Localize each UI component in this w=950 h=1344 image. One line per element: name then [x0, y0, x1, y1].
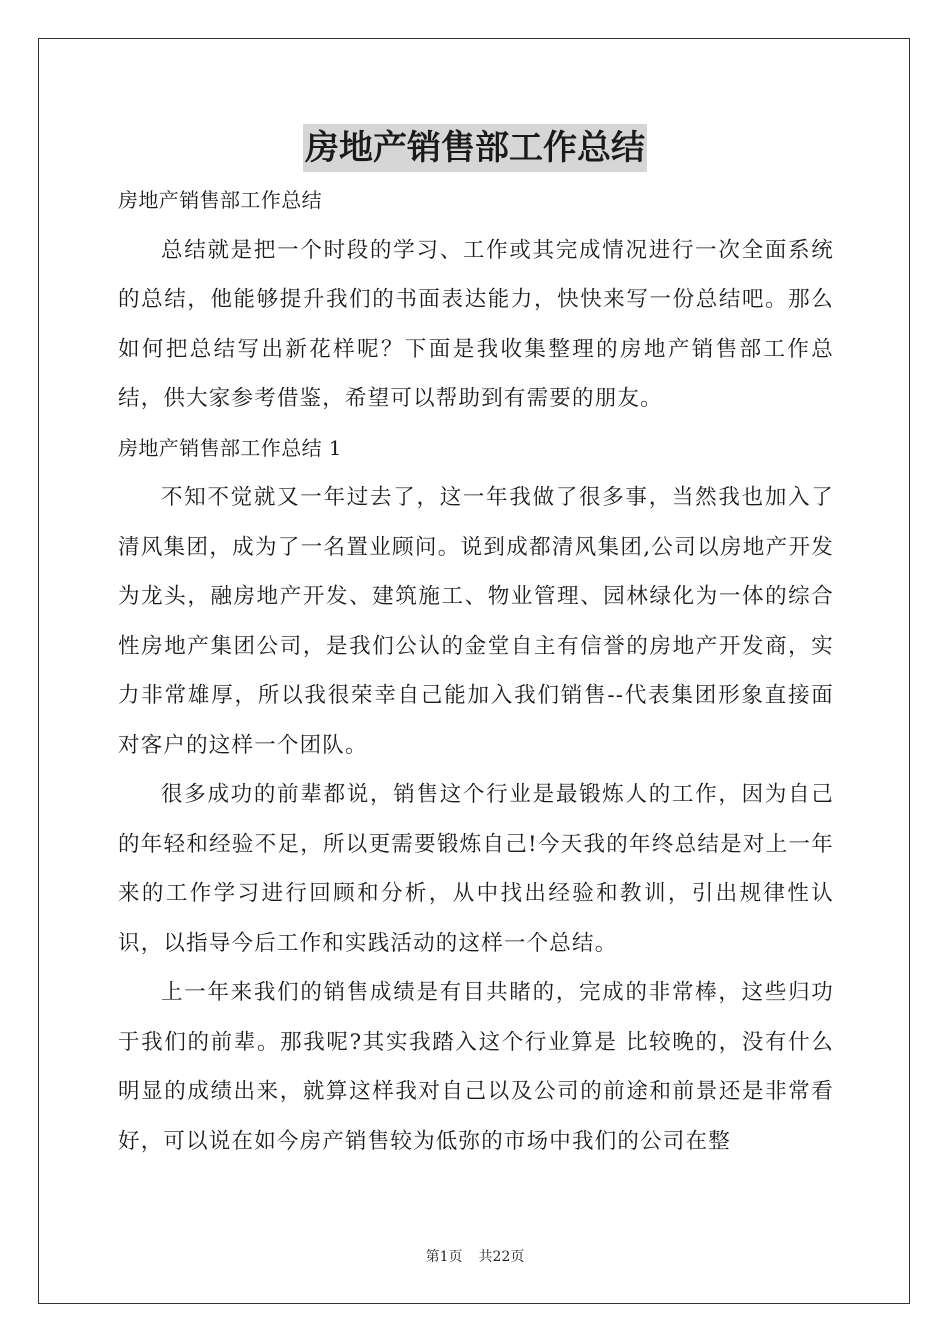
section-heading: 房地产销售部工作总结 [118, 188, 322, 212]
page-number: 第1页 [425, 1249, 463, 1265]
document-title-wrapper [0, 124, 950, 178]
body-paragraph-1: 不知不觉就又一年过去了，这一年我做了很多事，当然我也加入了清风集团，成为了一名置业顾问。说到成都清风集团,公司以房地产开发为龙头，融房地产开发、建筑施工、物业管理、园林绿化为一体的综合性房地产集团公司，是我们公认的金堂自主有信誉的房地产开发商，实力非常雄厚，所以我很荣幸自己能加入我们销售--代表集团形象直接面对客户的这样一个团队。 [118, 485, 834, 758]
body-paragraph-2: 很多成功的前辈都说，销售这个行业是最锻炼人的工作，因为自己的年轻和经验不足，所以更需要锻炼自己!今天我的年终总结是对上一年来的工作学习进行回顾和分析，从中找出经验和教训，引出规律性认识，以指导今后工作和实践活动的这样一个总结。 [118, 782, 834, 956]
section-heading-1: 房地产销售部工作总结 1 [118, 435, 342, 460]
document-title: 房地产销售部工作总结 [303, 124, 647, 172]
total-pages: 共22页 [478, 1249, 525, 1265]
document-body [118, 176, 834, 1166]
page-footer [0, 1246, 950, 1266]
body-paragraph-3: 上一年来我们的销售成绩是有目共睹的，完成的非常棒，这些归功于我们的前辈。那我呢?其实我踏入这个行业算是 比较晚的，没有什么明显的成绩出来，就算这样我对自己以及公司的前途和前景还是非常看好，可以说在如今房产销售较为低弥的市场中我们的公司在整 [118, 980, 834, 1154]
intro-paragraph: 总结就是把一个时段的学习、工作或其完成情况进行一次全面系统的总结，他能够提升我们的书面表达能力，快快来写一份总结吧。那么如何把总结写出新花样呢？下面是我收集整理的房地产销售部工作总结，供大家参考借鉴，希望可以帮助到有需要的朋友。 [118, 237, 834, 411]
